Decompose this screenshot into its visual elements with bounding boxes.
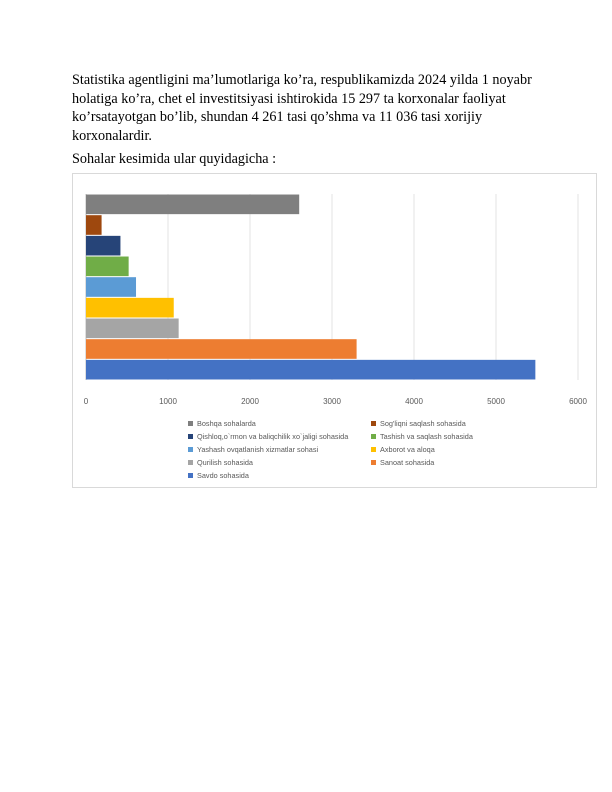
x-tick-label: 2000 bbox=[241, 397, 259, 406]
intro-paragraph: Statistika agentligini ma’lumotlariga ko’ra, respublikamizda 2024 yilda 1 noyabr holatiga ko’ra, chet el investitsiyasi ishtirokida 15 297 ta korxonalar faoliyat ko’rsatayotgan bo’lib, shundan 4 261 tasi qo’shma va 11 036 tasi xorijiy korxonalardir. bbox=[72, 72, 532, 144]
sector-bar-chart bbox=[72, 173, 597, 488]
bar-5 bbox=[86, 277, 136, 297]
legend-label: Qurilish sohasida bbox=[197, 458, 253, 467]
legend-swatch bbox=[188, 421, 193, 426]
bar-4 bbox=[86, 257, 129, 277]
bar-1 bbox=[86, 195, 299, 215]
bar-2 bbox=[86, 215, 102, 235]
bar-7 bbox=[86, 319, 179, 339]
bar-8 bbox=[86, 339, 357, 359]
legend-swatch bbox=[371, 460, 376, 465]
chart-canvas bbox=[73, 174, 596, 487]
x-tick-label: 5000 bbox=[487, 397, 505, 406]
x-tick-label: 6000 bbox=[569, 397, 587, 406]
legend-label: Savdo sohasida bbox=[197, 471, 249, 480]
legend-label: Boshqa sohalarda bbox=[197, 419, 256, 428]
legend-swatch bbox=[188, 460, 193, 465]
legend-swatch bbox=[188, 473, 193, 478]
legend-swatch bbox=[188, 447, 193, 452]
legend-label: Yashash ovqatlanish xizmatlar sohasi bbox=[197, 445, 319, 454]
x-tick-label: 0 bbox=[83, 397, 89, 406]
x-tick-label: 1000 bbox=[159, 397, 177, 406]
bar-3 bbox=[86, 236, 120, 256]
legend-swatch bbox=[371, 447, 376, 452]
legend-label: Sog'liqni saqlash sohasida bbox=[380, 419, 466, 428]
bar-6 bbox=[86, 298, 174, 318]
legend-label: Axborot va aloqa bbox=[380, 445, 435, 454]
legend-swatch bbox=[371, 434, 376, 439]
legend-swatch bbox=[371, 421, 376, 426]
legend-label: Tashish va saqlash sohasida bbox=[380, 432, 473, 441]
legend-label: Qishloq,o`rmon va baliqchilik xo`jaligi sohasida bbox=[197, 432, 349, 441]
legend-label: Sanoat sohasida bbox=[380, 458, 435, 467]
sectors-heading: Sohalar kesimida ular quyidagicha : bbox=[72, 151, 277, 167]
bar-9 bbox=[86, 360, 535, 380]
legend-swatch bbox=[188, 434, 193, 439]
x-tick-label: 3000 bbox=[323, 397, 341, 406]
x-tick-label: 4000 bbox=[405, 397, 423, 406]
